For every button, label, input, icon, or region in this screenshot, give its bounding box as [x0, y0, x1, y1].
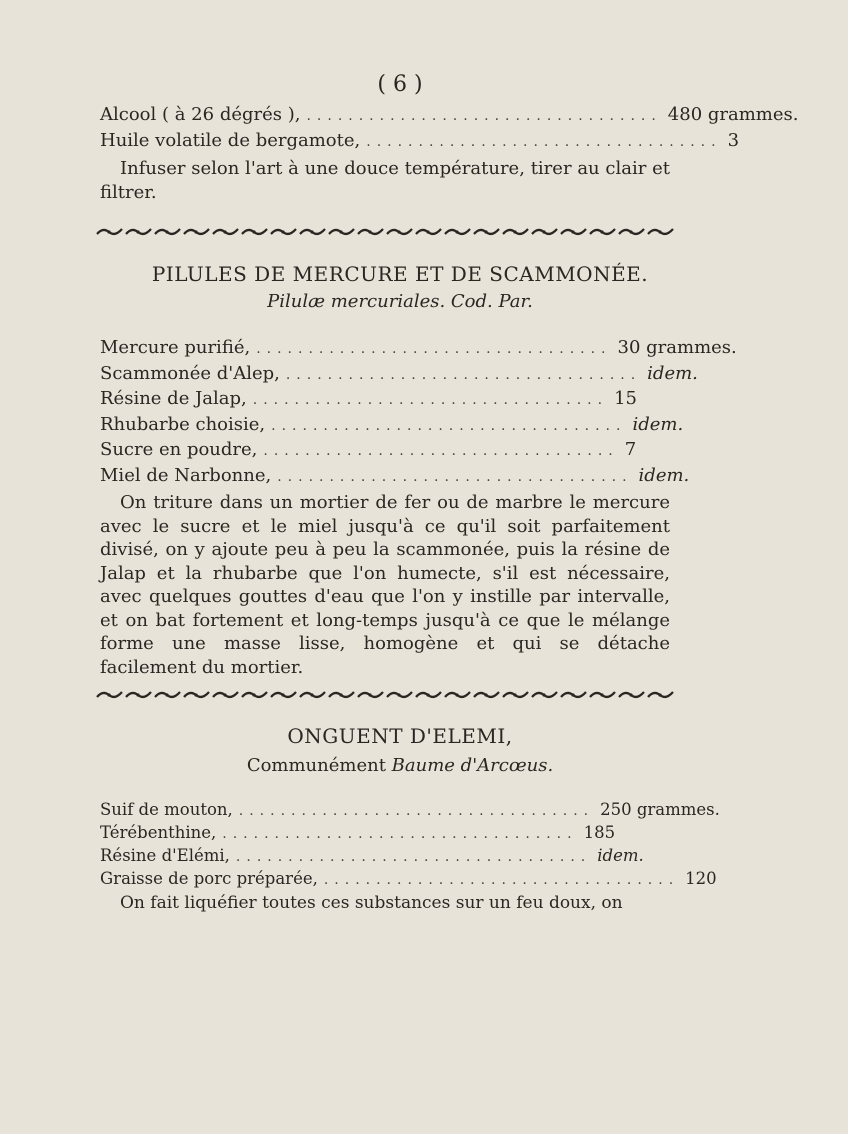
ingredient-row	[100, 438, 670, 464]
ingredient-row	[100, 336, 737, 362]
ingredient-name: Sucre en poudre,	[100, 439, 258, 460]
ingredient-row	[100, 129, 740, 155]
ingredient-row	[100, 868, 717, 891]
ingredient-name: Scammonée d'Alep,	[100, 362, 280, 384]
leader-dots: ..................................	[271, 417, 627, 434]
leader-dots: ..................................	[263, 443, 619, 459]
ingredient-name: Huile volatile de bergamote,	[100, 129, 361, 151]
ingredient-name: Miel de Narbonne,	[100, 464, 272, 486]
leader-dots: ..................................	[277, 468, 633, 485]
ingredient-quantity: 15	[614, 388, 637, 409]
leader-dots: ..................................	[366, 133, 722, 150]
ingredient-name: Suif de mouton,	[100, 800, 233, 819]
ingredient-row	[100, 822, 670, 845]
leader-dots: ..................................	[285, 366, 642, 383]
common-name: Baume d'Arcœus.	[391, 755, 554, 776]
intro-ingredients	[100, 103, 799, 204]
ingredient-quantity: 250 grammes.	[600, 800, 720, 819]
leader-dots: ..................................	[252, 392, 609, 408]
ingredient-row	[100, 845, 670, 868]
ingredient-quantity: 185	[583, 823, 616, 842]
ingredient-quantity: 120	[685, 869, 717, 888]
ingredient-row	[100, 362, 698, 388]
ingredient-quantity: idem.	[597, 846, 644, 865]
ingredient-row	[100, 464, 690, 490]
ornamental-divider	[95, 225, 675, 239]
section1-ingredients	[100, 336, 737, 679]
ingredient-quantity: idem.	[647, 362, 698, 384]
leader-dots: ..................................	[256, 341, 612, 357]
ingredient-row	[100, 799, 720, 822]
leader-dots: ..................................	[238, 803, 595, 819]
ingredient-name: Térébenthine,	[100, 823, 217, 842]
section-subtitle	[0, 755, 800, 776]
ingredient-quantity: 3	[727, 129, 740, 151]
ingredient-name: Rhubarbe choisie,	[100, 413, 266, 435]
leader-dots: ..................................	[222, 826, 578, 842]
ingredient-name: Graisse de porc préparée,	[100, 869, 318, 888]
section1-instructions: On triture dans un mortier de fer ou de marbre le mercure avec le sucre et le miel jusqu'à ce qu'il soit parfaitement divisé, on y ajoute peu à peu la scammonée, puis la résine de Jalap et la rhubarbe que l'on humecte, s'il est nécessaire, avec quelques gouttes d'eau que l'on y instille par intervalle, et on bat fortement et long-temps jusqu'à ce que le mélange forme une masse lisse, homogène et qui se détache facilement du mortier.	[100, 492, 670, 678]
ingredient-row	[100, 103, 799, 129]
section-subtitle	[0, 291, 800, 312]
latin-name: Pilulæ mercuriales. Cod. Par.	[267, 291, 533, 312]
leader-dots: ..................................	[306, 108, 662, 124]
leader-dots: ..................................	[235, 849, 592, 865]
ingredient-name: Mercure purifié,	[100, 337, 251, 358]
section2-instructions: On fait liquéfier toutes ces substances sur un feu doux, on	[120, 893, 623, 913]
ingredient-row	[100, 387, 670, 413]
page-number: ( 6 )	[377, 72, 423, 97]
ingredient-quantity: 7	[624, 439, 637, 460]
section-title: ONGUENT D'ELEMI,	[287, 724, 513, 748]
section2-ingredients	[100, 799, 720, 916]
ingredient-name: Alcool ( à 26 dégrés ),	[100, 104, 301, 125]
ingredient-quantity: idem.	[638, 464, 690, 486]
section-title: PILULES DE MERCURE ET DE SCAMMONÉE.	[151, 262, 649, 286]
ingredient-quantity: 480 grammes.	[667, 104, 799, 125]
ingredient-name: Résine de Jalap,	[100, 388, 247, 409]
intro-instructions: Infuser selon l'art à une douce température, tirer au clair et filtrer.	[100, 158, 670, 203]
ingredient-quantity: 30 grammes.	[617, 337, 737, 358]
ornamental-divider	[95, 688, 675, 702]
leader-dots: ..................................	[323, 872, 680, 888]
ingredient-quantity: idem.	[632, 413, 684, 435]
ingredient-name: Résine d'Elémi,	[100, 846, 230, 865]
subtitle-prefix: Communément	[246, 755, 392, 776]
ingredient-row	[100, 413, 684, 439]
